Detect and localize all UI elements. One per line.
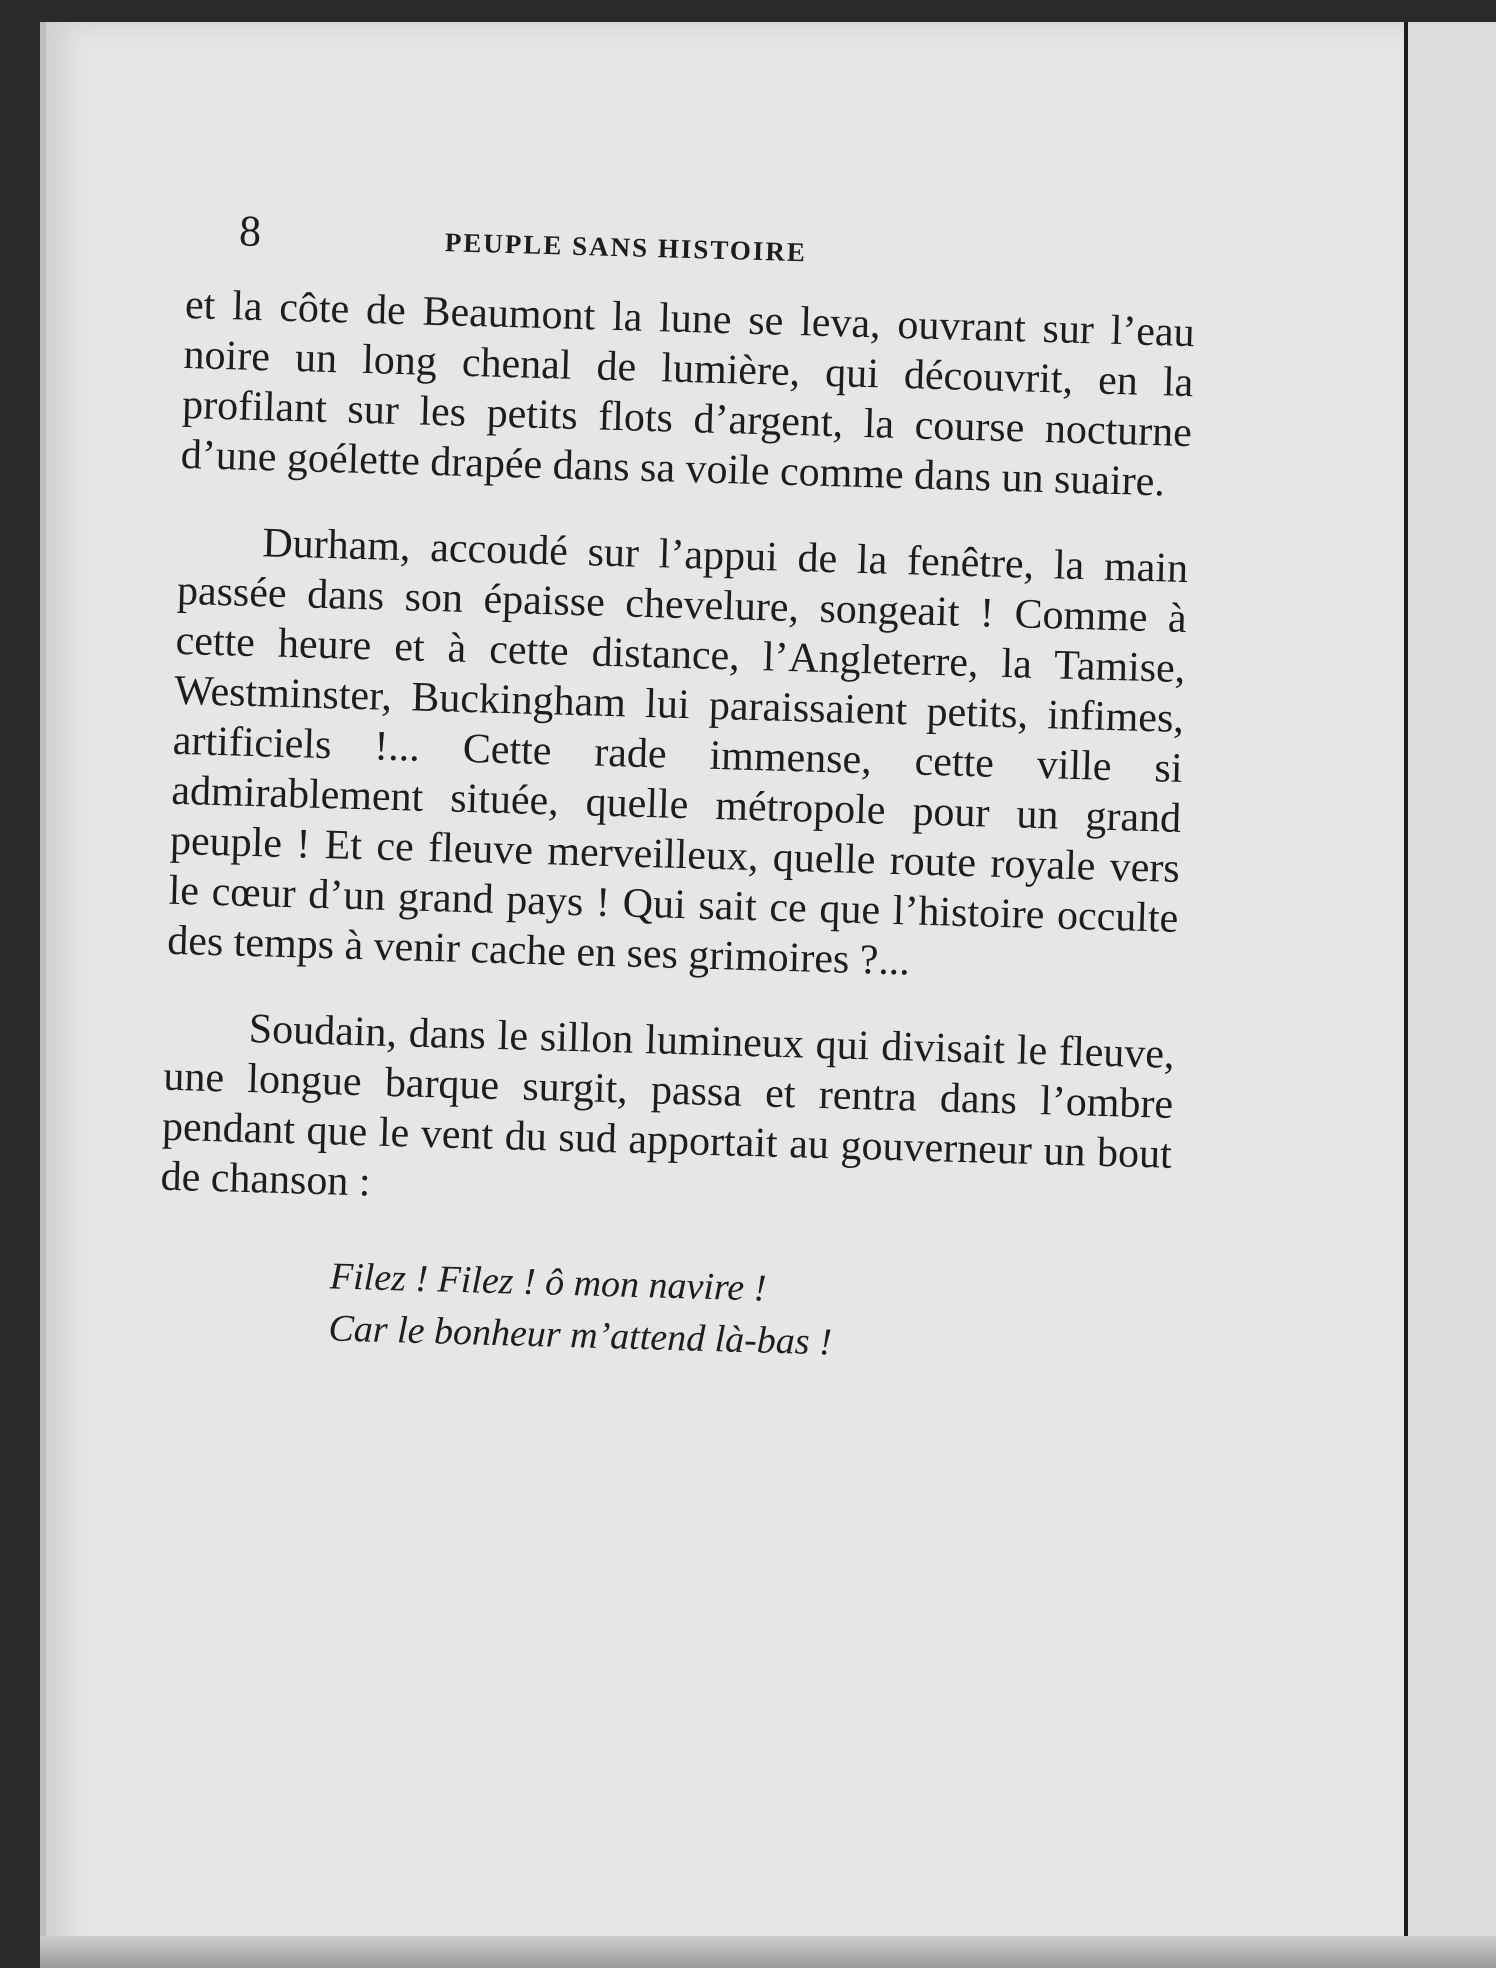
verse-line-1: Filez ! Filez ! ô mon navire !	[329, 1255, 767, 1310]
running-title: PEUPLE SANS HISTOIRE	[444, 227, 808, 268]
page-bottom-edge	[40, 1936, 1496, 1968]
verse-line-2: Car le bonheur m’attend là-bas !	[327, 1307, 833, 1364]
page-fold-line	[1404, 22, 1408, 1962]
paragraph-1: et la côte de Beaumont la lune se leva, ouvrant sur l’eau noire un long chenal de lumière, qui découvrit, en la profilant sur les petits flots d’argent, la course nocturne d’une goélette drapée dans sa voile comme dans un suaire.	[180, 281, 1196, 506]
page-number: 8	[238, 206, 262, 257]
page-text-block	[156, 200, 1228, 1379]
paragraph-2: Durham, accoudé sur l’appui de la fenêtre, la main passée dans son épaisse chevelure, songeait ! Comme à cette heure et à cette distance, l’Angleterre, la Tamise, Westminster, Buckingham lui paraissaient petits, infimes, artificiels !... Cette rade immense, cette ville si admirablement située, quelle métropole pour un grand peuple ! Et ce fleuve merveilleux, quelle route royale vers le cœur d’un grand pays ! Qui sait ce que l’histoire occulte des temps à venir cache en ses grimoires ?...	[166, 520, 1189, 985]
facing-page-edge	[1408, 22, 1496, 1962]
paragraph-3: Soudain, dans le sillon lumineux qui divisait le fleuve, une longue barque surgit, passa et rentra dans l’ombre pendant que le vent du sud apportait au gouverneur un bout de chanson :	[160, 1006, 1176, 1206]
